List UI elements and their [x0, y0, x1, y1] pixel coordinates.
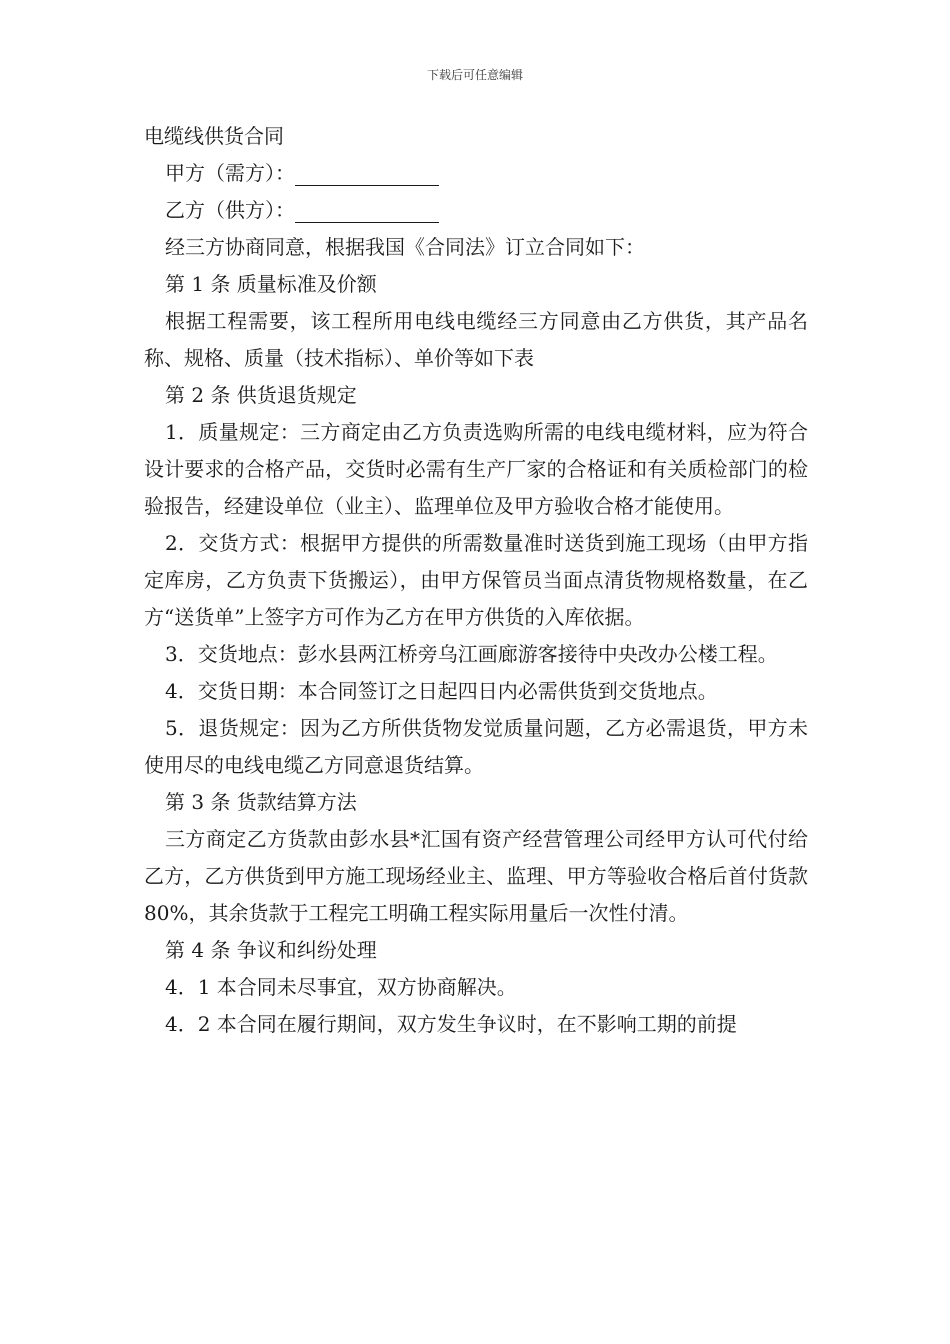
article-2-item-1: 1．质量规定：三方商定由乙方负责选购所需的电线电缆材料，应为符合设计要求的合格产品，交货时必需有生产厂家的合格证和有关质检部门的检验报告，经建设单位（业主）、监理单位及甲方验收合格才能使用。: [144, 420, 808, 518]
article-1-body: 根据工程需要，该工程所用电线电缆经三方同意由乙方供货，其产品名称、规格、质量（技术指标）、单价等如下表: [144, 309, 808, 370]
page-header-note: 下载后可任意编辑: [426, 68, 523, 82]
article-3-heading: 第 3 条 货款结算方法: [165, 790, 357, 814]
document-title: 电缆线供货合同: [144, 124, 284, 148]
party-b-label: 乙方（供方）：: [165, 198, 295, 222]
article-4-heading: 第 4 条 争议和纠纷处理: [165, 938, 377, 962]
article-2-item-2: 2．交货方式：根据甲方提供的所需数量准时送货到施工现场（由甲方指定库房，乙方负责下货搬运），由甲方保管员当面点清货物规格数量，在乙方“送货单”上签字方可作为乙方在甲方供货的入库依据。: [144, 531, 808, 629]
contract-body: [144, 118, 808, 1043]
article-3-body: 三方商定乙方货款由彭水县*汇国有资产经营管理公司经甲方认可代付给乙方，乙方供货到甲方施工现场经业主、监理、甲方等验收合格后首付货款 80%，其余货款于工程完工明确工程实际用量后一次性付清。: [144, 827, 808, 925]
intro-paragraph: 经三方协商同意，根据我国《合同法》订立合同如下：: [165, 235, 645, 259]
party-a-line: [144, 155, 808, 192]
article-2-item-3: 3．交货地点：彭水县两江桥旁乌江画廊游客接待中央改办公楼工程。: [165, 642, 778, 666]
party-a-blank[interactable]: [295, 159, 439, 186]
article-2-item-5: 5．退货规定：因为乙方所供货物发觉质量问题，乙方必需退货，甲方未使用尽的电线电缆乙方同意退货结算。: [144, 716, 808, 777]
article-1-heading: 第 1 条 质量标准及价额: [165, 272, 377, 296]
party-a-label: 甲方（需方）：: [165, 161, 295, 185]
party-b-line: [144, 192, 808, 229]
article-2-item-4: 4．交货日期：本合同签订之日起四日内必需供货到交货地点。: [165, 679, 718, 703]
article-4-item-2: 4．2 本合同在履行期间，双方发生争议时，在不影响工期的前提: [165, 1012, 737, 1036]
article-2-heading: 第 2 条 供货退货规定: [165, 383, 357, 407]
article-4-item-1: 4．1 本合同未尽事宜，双方协商解决。: [165, 975, 517, 999]
party-b-blank[interactable]: [295, 196, 439, 223]
